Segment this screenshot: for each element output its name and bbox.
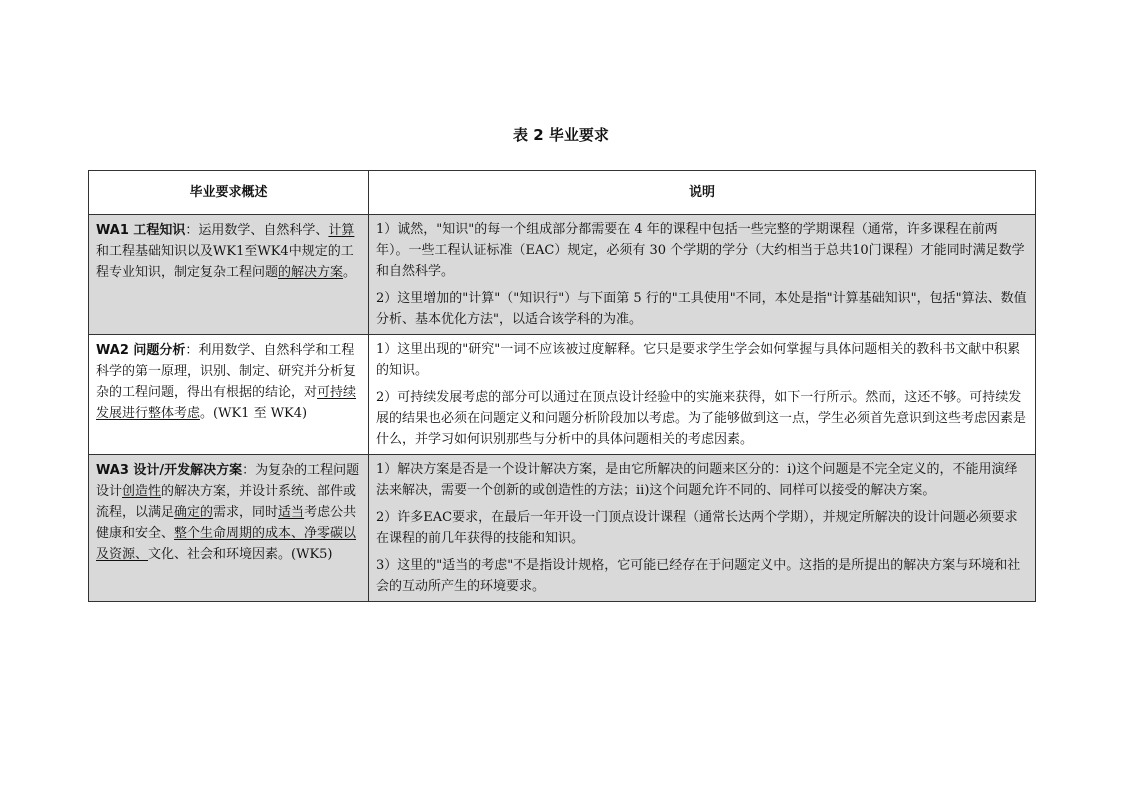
explanation-note: 1）诚然，"知识"的每一个组成部分都需要在 4 年的课程中包括一些完整的学期课程（通常，许多课程在前两年）。一些工程认证标准（EAC）规定，必须有 30 个学期的学分（大约相当于总共10门课程）才能同时满足数学和自然科学。 [376, 222, 1025, 279]
requirement-label: WA2 问题分析 [96, 343, 186, 358]
header-overview: 毕业要求概述 [89, 171, 369, 215]
table-title: 表 2 毕业要求 [513, 126, 609, 144]
table-row [89, 215, 1036, 335]
requirement-summary-cell [89, 455, 369, 602]
explanation-note: 2）可持续发展考虑的部分可以通过在顶点设计经验中的实施来获得，如下一行所示。然而，这还不够。可持续发展的结果也必须在问题定义和问题分析阶段加以考虑。为了能够做到这一点，学生必须首先意识到这些考虑因素是什么，并学习如何识别那些与分析中的具体问题相关的考虑因素。 [376, 390, 1027, 447]
underlined-text: 适当 [278, 505, 305, 520]
explanation-cell [369, 455, 1036, 602]
summary-text: ：运用数学、自然科学、 [185, 223, 329, 238]
underlined-text: 整个生命周期的成本、净零碳以及资源、 [96, 526, 357, 562]
header-explanation: 说明 [369, 171, 1036, 215]
requirement-label: WA3 设计/开发解决方案 [96, 463, 243, 478]
summary-text: ：利用数学、自然科学和工程科学的第一原理，识别、制定、研究并分析复杂的工程问题，得出有根据的结论，对 [96, 343, 357, 400]
requirement-label: WA1 工程知识 [96, 223, 186, 238]
requirement-summary-cell [89, 335, 369, 455]
underlined-text: 确定的 [174, 505, 214, 520]
underlined-text: 创造性 [122, 484, 162, 499]
summary-text: 。 [343, 265, 357, 280]
underlined-text: 可持续发展进行整体考虑 [96, 385, 357, 421]
summary-text: 和工程基础知识以及WK1至WK4中规定的工程专业知识，制定复杂工程问题 [96, 244, 354, 280]
explanation-note: 3）这里的"适当的考虑"不是指设计规格，它可能已经存在于问题定义中。这指的是所提出的解决方案与环境和社会的互动所产生的环境要求。 [376, 558, 1021, 594]
explanation-note: 2）这里增加的"计算"（"知识行"）与下面第 5 行的"工具使用"不同，本处是指"计算基础知识"，包括"算法、数值分析、基本优化方法"，以适合该学科的为准。 [376, 291, 1027, 327]
summary-text: 考虑公共健康和安全、 [96, 505, 357, 541]
summary-text: 文化、社会和环境因素。(WK5) [148, 547, 333, 562]
explanation-note: 1）这里出现的"研究"一词不应该被过度解释。它只是要求学生学会如何掌握与具体问题相关的教科书文献中积累的知识。 [376, 342, 1021, 378]
explanation-note: 2）许多EAC要求，在最后一年开设一门顶点设计课程（通常长达两个学期），并规定所解决的设计问题必须要求在课程的前几年获得的技能和知识。 [376, 510, 1018, 546]
requirement-summary-cell [89, 215, 369, 335]
table-row [89, 335, 1036, 455]
underlined-text: 计算 [328, 223, 355, 238]
summary-text: 。(WK1 至 WK4) [200, 406, 308, 421]
underlined-text: 的解决方案 [278, 265, 344, 280]
explanation-cell [369, 215, 1036, 335]
summary-text: 需求，同时 [213, 505, 279, 520]
summary-text: 的解决方案，并设计系统、部件或流程，以满足 [96, 484, 357, 520]
summary-text: ：为复杂的工程问题设计 [96, 463, 360, 499]
graduation-requirements-table [88, 170, 1036, 602]
explanation-cell [369, 335, 1036, 455]
table-row [89, 455, 1036, 602]
explanation-note: 1）解决方案是否是一个设计解决方案，是由它所解决的问题来区分的：i)这个问题是不完全定义的，不能用演绎法来解决，需要一个创新的或创造性的方法；ii)这个问题允许不同的、同样可以接受的解决方案。 [376, 462, 1018, 498]
